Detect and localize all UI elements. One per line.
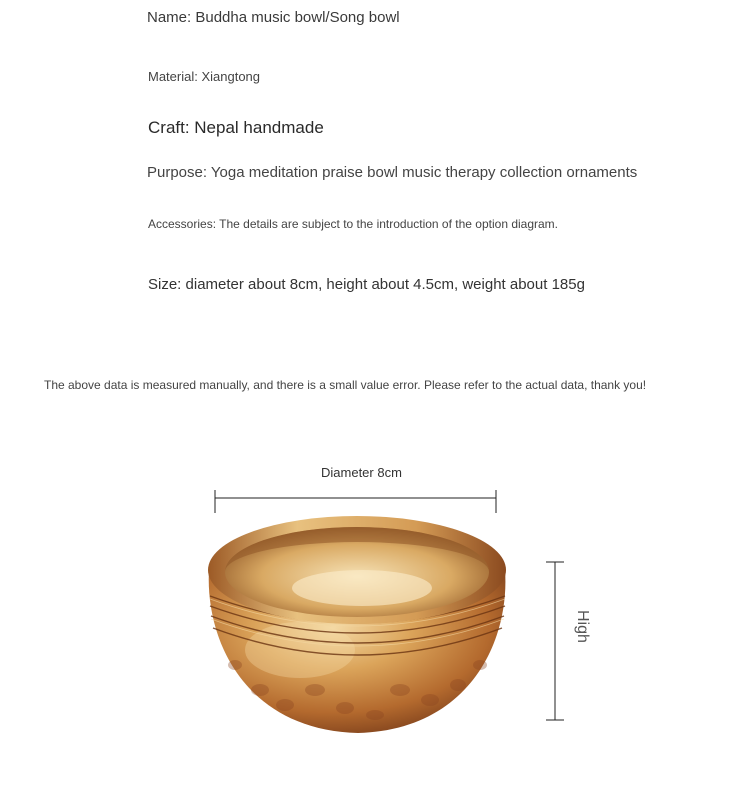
- spec-material: Material: Xiangtong: [148, 69, 261, 84]
- height-label: High: [574, 610, 591, 643]
- diameter-label: Diameter 8cm: [321, 465, 402, 480]
- measurement-note: The above data is measured manually, and there is a small value error. Please refer to the actual data, thank you!: [44, 378, 647, 392]
- spec-accessories: Accessories: The details are subject to the introduction of the option diagram.: [148, 217, 559, 231]
- height-dimension-line: [546, 562, 564, 720]
- spec-purpose: Purpose: Yoga meditation praise bowl music therapy collection ornaments: [147, 164, 638, 181]
- spec-craft: Craft: Nepal handmade: [148, 118, 324, 137]
- spec-name: Name: Buddha music bowl/Song bowl: [147, 9, 400, 26]
- spec-size: Size: diameter about 8cm, height about 4.5cm, weight about 185g: [148, 276, 585, 293]
- diameter-dimension-line: [215, 490, 496, 513]
- singing-bowl: [208, 516, 506, 733]
